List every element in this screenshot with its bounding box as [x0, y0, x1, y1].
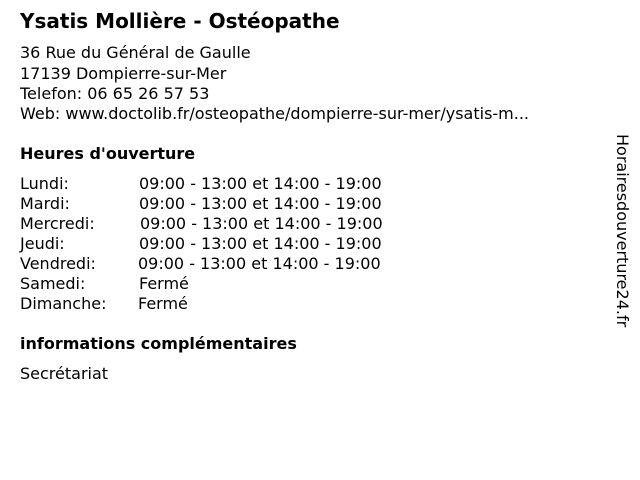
- phone-number[interactable]: Telefon: 06 65 26 57 53: [20, 84, 210, 103]
- brand-watermark: [612, 134, 632, 344]
- day-hours: Fermé: [138, 294, 188, 313]
- day-label: Jeudi:: [20, 234, 65, 253]
- additional-info-text: Secrétariat: [20, 364, 109, 383]
- hours-row-sunday: [20, 294, 600, 314]
- hours-row-friday: [20, 254, 600, 274]
- address-city: 17139 Dompierre-sur-Mer: [20, 64, 227, 83]
- day-hours: 09:00 - 13:00 et 14:00 - 19:00: [138, 254, 381, 273]
- hours-row-thursday: [20, 234, 600, 254]
- hours-row-saturday: [20, 274, 600, 294]
- hours-row-wednesday: [20, 214, 600, 234]
- day-hours: Fermé: [139, 274, 189, 293]
- opening-hours-heading: Heures d'ouverture: [20, 144, 196, 163]
- additional-info-heading: informations complémentaires: [20, 334, 297, 353]
- day-hours: 09:00 - 13:00 et 14:00 - 19:00: [139, 234, 382, 253]
- hours-row-monday: [20, 174, 600, 194]
- day-label: Vendredi:: [20, 254, 96, 273]
- website-link[interactable]: Web: www.doctolib.fr/osteopathe/dompierre-sur-mer/ysatis-m...: [20, 104, 530, 123]
- page-title: Ysatis Mollière - Ostéopathe: [20, 9, 340, 33]
- day-label: Lundi:: [20, 174, 69, 193]
- address-street: 36 Rue du Général de Gaulle: [20, 43, 251, 62]
- day-hours: 09:00 - 13:00 et 14:00 - 19:00: [139, 194, 382, 213]
- day-label: Samedi:: [20, 274, 86, 293]
- day-hours: 09:00 - 13:00 et 14:00 - 19:00: [139, 174, 382, 193]
- brand-site-name[interactable]: Horairesdouverture24.fr: [613, 134, 632, 328]
- day-label: Dimanche:: [20, 294, 107, 313]
- day-label: Mardi:: [20, 194, 70, 213]
- hours-row-tuesday: [20, 194, 600, 214]
- day-hours: 09:00 - 13:00 et 14:00 - 19:00: [140, 214, 383, 233]
- day-label: Mercredi:: [20, 214, 95, 233]
